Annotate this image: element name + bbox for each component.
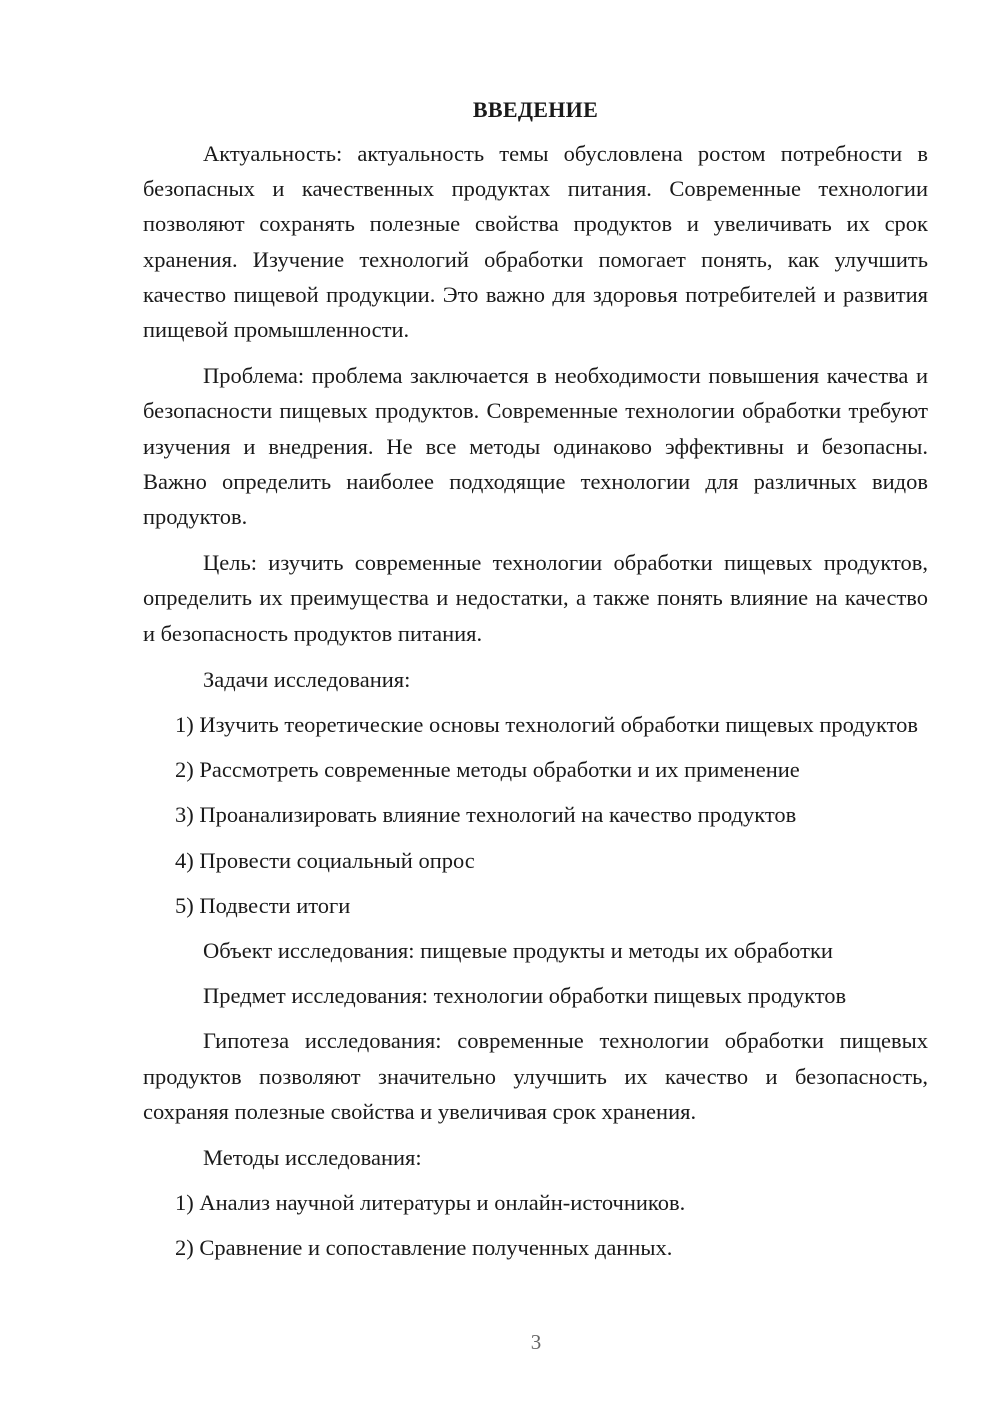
page-number: 3 bbox=[530, 1330, 542, 1354]
method-item-2: 2) Сравнение и сопоставление полученных данных. bbox=[175, 1235, 673, 1261]
subject-line: Предмет исследования: технологии обработки пищевых продуктов bbox=[203, 983, 847, 1009]
section-title: ВВЕДЕНИЕ bbox=[472, 97, 599, 122]
task-item-4: 4) Провести социальный опрос bbox=[175, 847, 475, 873]
task-item-3: 3) Проанализировать влияние технологий на качество продуктов bbox=[175, 802, 797, 828]
object-line: Объект исследования: пищевые продукты и методы их обработки bbox=[203, 938, 833, 964]
method-item-1: 1) Анализ научной литературы и онлайн-источников. bbox=[175, 1190, 686, 1216]
document-page bbox=[143, 94, 928, 1276]
hypothesis-paragraph: Гипотеза исследования: современные технологии обработки пищевых продуктов позволяют значительно улучшить их качество и безопасность, сохраняя полезные свойства и увеличивая срок хранения. bbox=[143, 1028, 928, 1124]
task-item-5: 5) Подвести итоги bbox=[175, 892, 351, 918]
task-item-2: 2) Рассмотреть современные методы обработки и их применение bbox=[175, 757, 800, 783]
goal-paragraph: Цель: изучить современные технологии обработки пищевых продуктов, определить их преимущества и недостатки, а также понять влияние на качество и безопасность продуктов питания. bbox=[143, 550, 928, 646]
task-item-1: 1) Изучить теоретические основы технологий обработки пищевых продуктов bbox=[175, 712, 919, 738]
tasks-heading: Задачи исследования: bbox=[203, 666, 411, 692]
problem-paragraph: Проблема: проблема заключается в необходимости повышения качества и безопасности пищевых продуктов. Современные технологии обработки требуют изучения и внедрения. Не все методы одинаково эффективны и безопасны. Важно определить наиболее подходящие технологии для различных видов продуктов. bbox=[143, 363, 928, 530]
relevance-paragraph: Актуальность: актуальность темы обусловлена ростом потребности в безопасных и качественных продуктах питания. Современные технологии позволяют сохранять полезные свойства продуктов и увеличивать их срок хранения. Изучение технологий обработки помогает понять, как улучшить качество пищевой продукции. Это важно для здоровья потребителей и развития пищевой промышленности. bbox=[143, 141, 928, 343]
methods-heading: Методы исследования: bbox=[203, 1145, 422, 1171]
